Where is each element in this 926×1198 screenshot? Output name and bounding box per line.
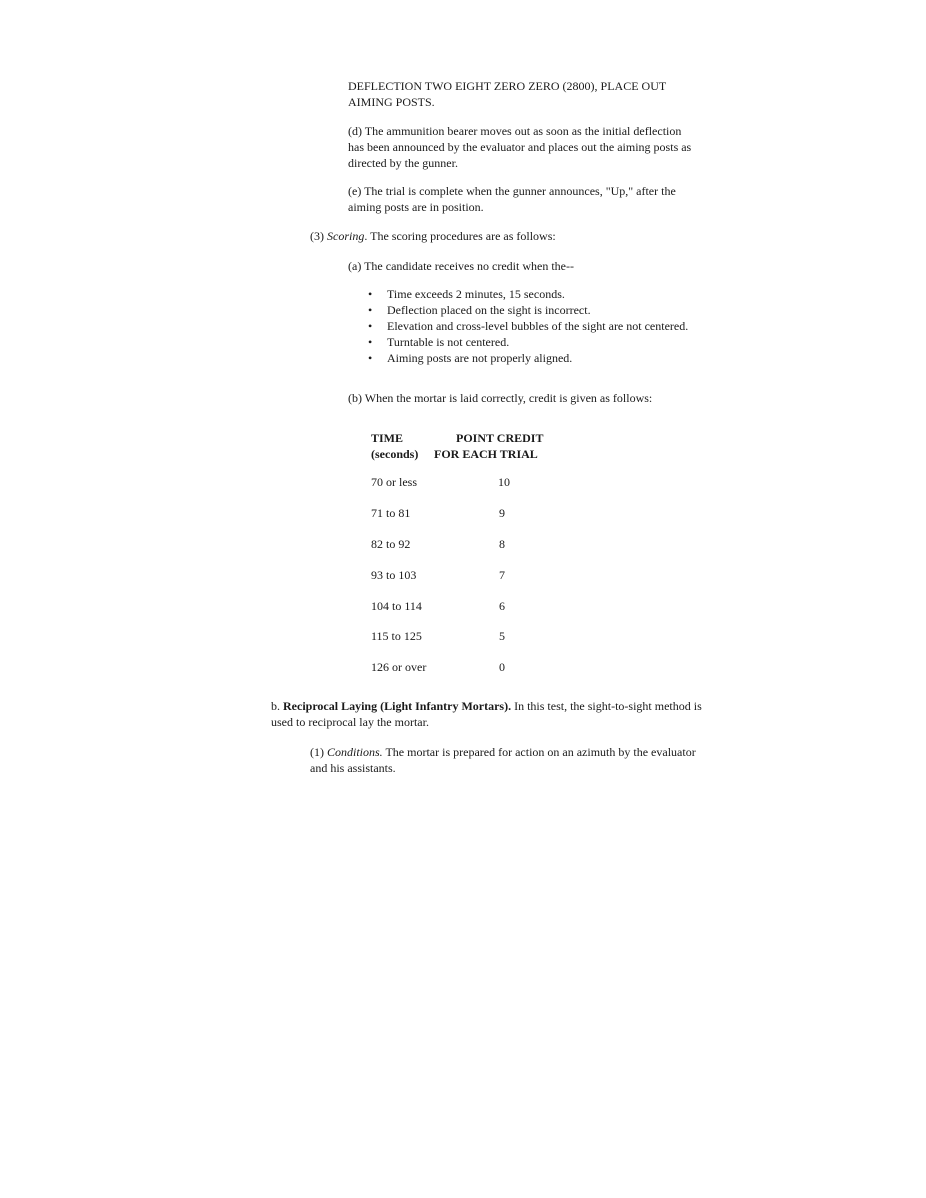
section-b-paragraph [271,698,707,730]
list-item: • Deflection placed on the sight is incorrect. [368,302,698,318]
table-header-points [434,430,543,462]
conditions-text: The mortar is prepared for action on an azimuth by the evaluator and his assistants. [310,745,696,775]
scoring-heading: Scoring [327,229,365,243]
scoring-text: . The scoring procedures are as follows: [364,229,556,243]
table-cell-time: 126 or over [371,660,427,674]
table-cell-time: 115 to 125 [371,629,422,643]
table-cell-points: 9 [499,506,505,520]
table-cell-points: 6 [499,599,505,613]
table-cell-time: 70 or less [371,475,417,489]
table-row [371,474,571,490]
table-row [371,598,571,614]
section-b-label: b. [271,699,283,713]
paragraph-a: (a) The candidate receives no credit when the-- [348,259,574,273]
table-row [371,628,571,644]
scoring-number: (3) [310,229,327,243]
conditions-number: (1) [310,745,327,759]
table-cell-points: 0 [499,660,505,674]
table-cell-time: 93 to 103 [371,568,417,582]
table-cell-points: 8 [499,537,505,551]
conditions-paragraph [310,744,702,776]
table-cell-points: 5 [499,629,505,643]
table-row [371,567,571,583]
table-header-time [371,430,418,462]
table-header-points-line1: POINT CREDIT [456,431,544,445]
table-cell-time: 82 to 92 [371,537,411,551]
table-cell-time: 104 to 114 [371,599,422,613]
table-header-points-line2: FOR EACH TRIAL [434,447,538,461]
paragraph-d: (d) The ammunition bearer moves out as soon as the initial deflection has been announced by the evaluator and places out the aiming posts as directed by the gunner. [348,124,692,170]
table-cell-points: 7 [499,568,505,582]
table-row [371,505,571,521]
section-b-heading: Reciprocal Laying (Light Infantry Mortars). [283,699,512,713]
table-header-time-line2: (seconds) [371,447,419,461]
no-credit-list [368,286,698,366]
section-b-text: In this test, the sight-to-sight method is used to reciprocal lay the mortar. [271,699,702,729]
table-row [371,536,571,552]
table-cell-points: 10 [498,475,510,489]
scoring-paragraph [310,228,710,244]
paragraph-b: (b) When the mortar is laid correctly, credit is given as follows: [348,391,653,405]
conditions-heading: Conditions. [327,745,383,759]
paragraph-e: (e) The trial is complete when the gunner announces, "Up," after the aiming posts are in position. [348,184,676,214]
list-item: • Elevation and cross-level bubbles of the sight are not centered. [368,318,698,334]
list-item: • Turntable is not centered. [368,334,698,350]
paragraph-c-tail: DEFLECTION TWO EIGHT ZERO ZERO (2800), PLACE OUT AIMING POSTS. [348,79,666,109]
list-item: • Time exceeds 2 minutes, 15 seconds. [368,286,698,302]
table-cell-time: 71 to 81 [371,506,411,520]
table-row [371,659,571,675]
table-header-time-line1: TIME [371,431,404,445]
list-item: • Aiming posts are not properly aligned. [368,350,698,366]
